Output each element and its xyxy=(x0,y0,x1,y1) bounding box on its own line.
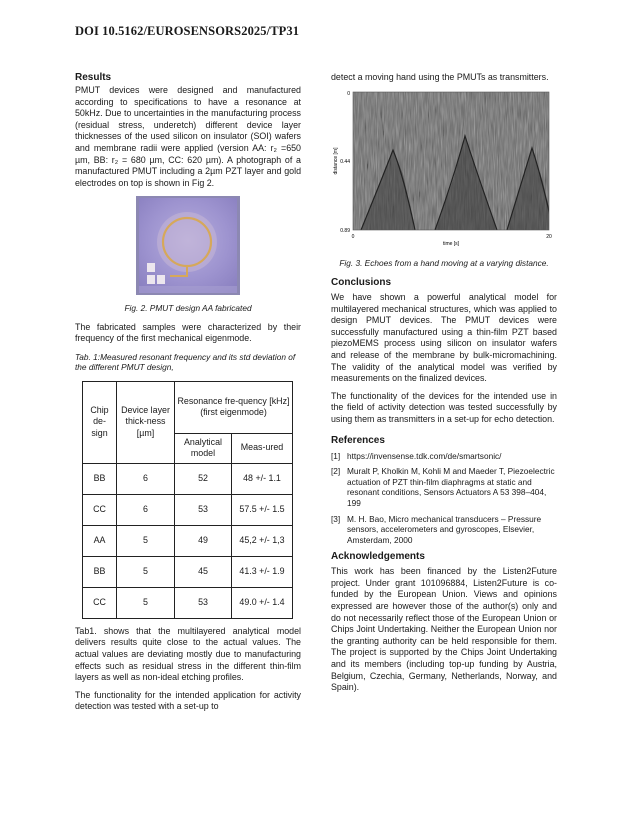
y-tick-label: 0.44 xyxy=(340,158,350,165)
doi-header: DOI 10.5162/EUROSENSORS2025/TP31 xyxy=(75,24,300,38)
x-tick-label: 20 xyxy=(546,233,552,240)
table-row xyxy=(83,525,293,556)
resonance-table xyxy=(82,381,293,619)
th-analytical-model: Analytical model xyxy=(175,433,232,463)
right-column xyxy=(331,72,557,694)
fig3-caption: Fig. 3. Echoes from a hand moving at a varying distance. xyxy=(339,257,549,268)
reference-item xyxy=(331,466,557,508)
reference-item xyxy=(331,514,557,546)
table-row xyxy=(83,463,293,494)
cell-layer: 5 xyxy=(117,587,175,618)
references-heading: References xyxy=(331,434,385,446)
functionality-paragraph: The functionality for the intended application for activity detection was tested with a set-up to xyxy=(75,689,301,712)
results-paragraph: PMUT devices were designed and manufactured according to specifications to have a resonance at 50kHz. Due to uncertainties in the manufacturing process (residual stress, underetch) different device layer thicknesses of the used silicon on insulator (SOI) wafers and membrane radii were applied (version AA: r₂ =650 µm, BB: r₂ = 680 µm, CC: 620 µm). A photograph of a manufactured PMUT including a 2µm PZT layer and gold electrodes on top is shown in Fig 2. xyxy=(75,85,301,188)
conclusions-paragraph-2: The functionality of the devices for the intended use in the field of activity detection was tested successfully by using them as transmitters in a set-up for echo detection. xyxy=(331,390,557,424)
cell-analytical: 52 xyxy=(175,463,232,494)
y-axis-label: distance [m] xyxy=(333,147,339,175)
cell-analytical: 53 xyxy=(175,494,232,525)
acknowledgements-heading: Acknowledgements xyxy=(331,551,425,563)
cell-measured: 57.5 +/- 1.5 xyxy=(232,494,293,525)
reference-text: M. H. Bao, Micro mechanical transducers – Pressure sensors, accelerometers and gyroscopes, Elsevier, Amsterdam, 2000 xyxy=(347,513,542,545)
y-tick-label: 0.89 xyxy=(340,227,350,234)
table-row xyxy=(83,587,293,618)
cell-measured: 48 +/- 1.1 xyxy=(232,463,293,494)
table-row xyxy=(83,556,293,587)
fig3-echo-plot xyxy=(331,88,557,248)
table-caption: Tab. 1:Measured resonant frequency and its std deviation of the different PMUT design, xyxy=(75,351,296,373)
reference-number: [3] xyxy=(331,513,341,524)
conclusions-heading: Conclusions xyxy=(331,277,392,288)
cell-chip: CC xyxy=(83,587,117,618)
cell-chip: AA xyxy=(83,525,117,556)
cell-analytical: 49 xyxy=(175,525,232,556)
pmut-chip-photo xyxy=(136,196,240,295)
reference-text: Muralt P, Kholkin M, Kohli M and Maeder T, Piezoelectric actuation of PZT thin-film diaphragms at static and resonant conditions, Sensors Actuators A 53 398–404, 199 xyxy=(347,466,555,508)
reference-number: [2] xyxy=(331,466,341,477)
continued-paragraph: detect a moving hand using the PMUTs as transmitters. xyxy=(331,72,549,82)
cell-analytical: 45 xyxy=(175,556,232,587)
cell-analytical: 53 xyxy=(175,587,232,618)
references-list xyxy=(331,451,557,546)
conclusions-paragraph-1: We have shown a powerful analytical model for multilayered mechanical structures, which was applied to design PMUT devices. The PMUT devices were successfully manufactured using a thin-film PZT based piezoMEMS process using silicon on insulator wafers and release of the membrane by bulk-micromachining. The validity of the analytical model was verified by measurements on the finalized devices. xyxy=(331,292,557,384)
fig2-photo xyxy=(75,196,301,295)
x-tick-label: 0 xyxy=(351,233,355,240)
th-chip-design: Chip de-sign xyxy=(83,381,117,463)
cell-measured: 49.0 +/- 1.4 xyxy=(232,587,293,618)
cell-measured: 45,2 +/- 1,3 xyxy=(232,525,293,556)
th-measured: Meas-ured xyxy=(232,433,293,463)
left-column xyxy=(75,72,301,713)
y-tick-label: 0 xyxy=(347,90,350,97)
cell-measured: 41.3 +/- 1.9 xyxy=(232,556,293,587)
cell-layer: 6 xyxy=(117,494,175,525)
x-axis-label: time [s] xyxy=(442,240,460,247)
reference-number: [1] xyxy=(331,450,341,461)
cell-chip: BB xyxy=(83,463,117,494)
results-heading: Results xyxy=(75,72,112,83)
cell-layer: 6 xyxy=(117,463,175,494)
reference-item xyxy=(331,451,557,462)
th-resonance-frequency: Resonance fre-quency [kHz] (first eigenmode) xyxy=(175,381,293,433)
characterized-paragraph: The fabricated samples were characterized by their frequency of the first mechanical eigenmode. xyxy=(75,321,301,344)
cell-layer: 5 xyxy=(117,525,175,556)
cell-chip: BB xyxy=(83,556,117,587)
cell-chip: CC xyxy=(83,494,117,525)
th-layer-thickness: Device layer thick-ness [µm] xyxy=(117,381,175,463)
cell-layer: 5 xyxy=(117,556,175,587)
acknowledgements-paragraph: This work has been financed by the Listen2Future project. Under grant 101096884, Listen2Future is co-funded by the European Union. Views and opinions expressed are however those of the author(s) only and do not necessarily reflect those of the European Union or Chips Joint Undertaking. Neither the European Union nor the granting authority can be held responsible for them. The project is supported by the Chips Joint Undertaking and its members (including top-up funding by Austria, Belgium, Czechia, Germany, Netherlands, Norway, and Spain). xyxy=(331,566,557,693)
table-row xyxy=(83,494,293,525)
fig2-caption: Fig. 2. PMUT design AA fabricated xyxy=(124,303,252,314)
tab1-paragraph: Tab1. shows that the multilayered analytical model delivers results quite close to the actual values. The actual values are deviating mostly due to manufacturing effects such as residual stress in the different thin-film layers as well as non-ideal etching profiles. xyxy=(75,625,301,683)
reference-text[interactable]: https://invensense.tdk.com/de/smartsonic/ xyxy=(347,450,502,461)
